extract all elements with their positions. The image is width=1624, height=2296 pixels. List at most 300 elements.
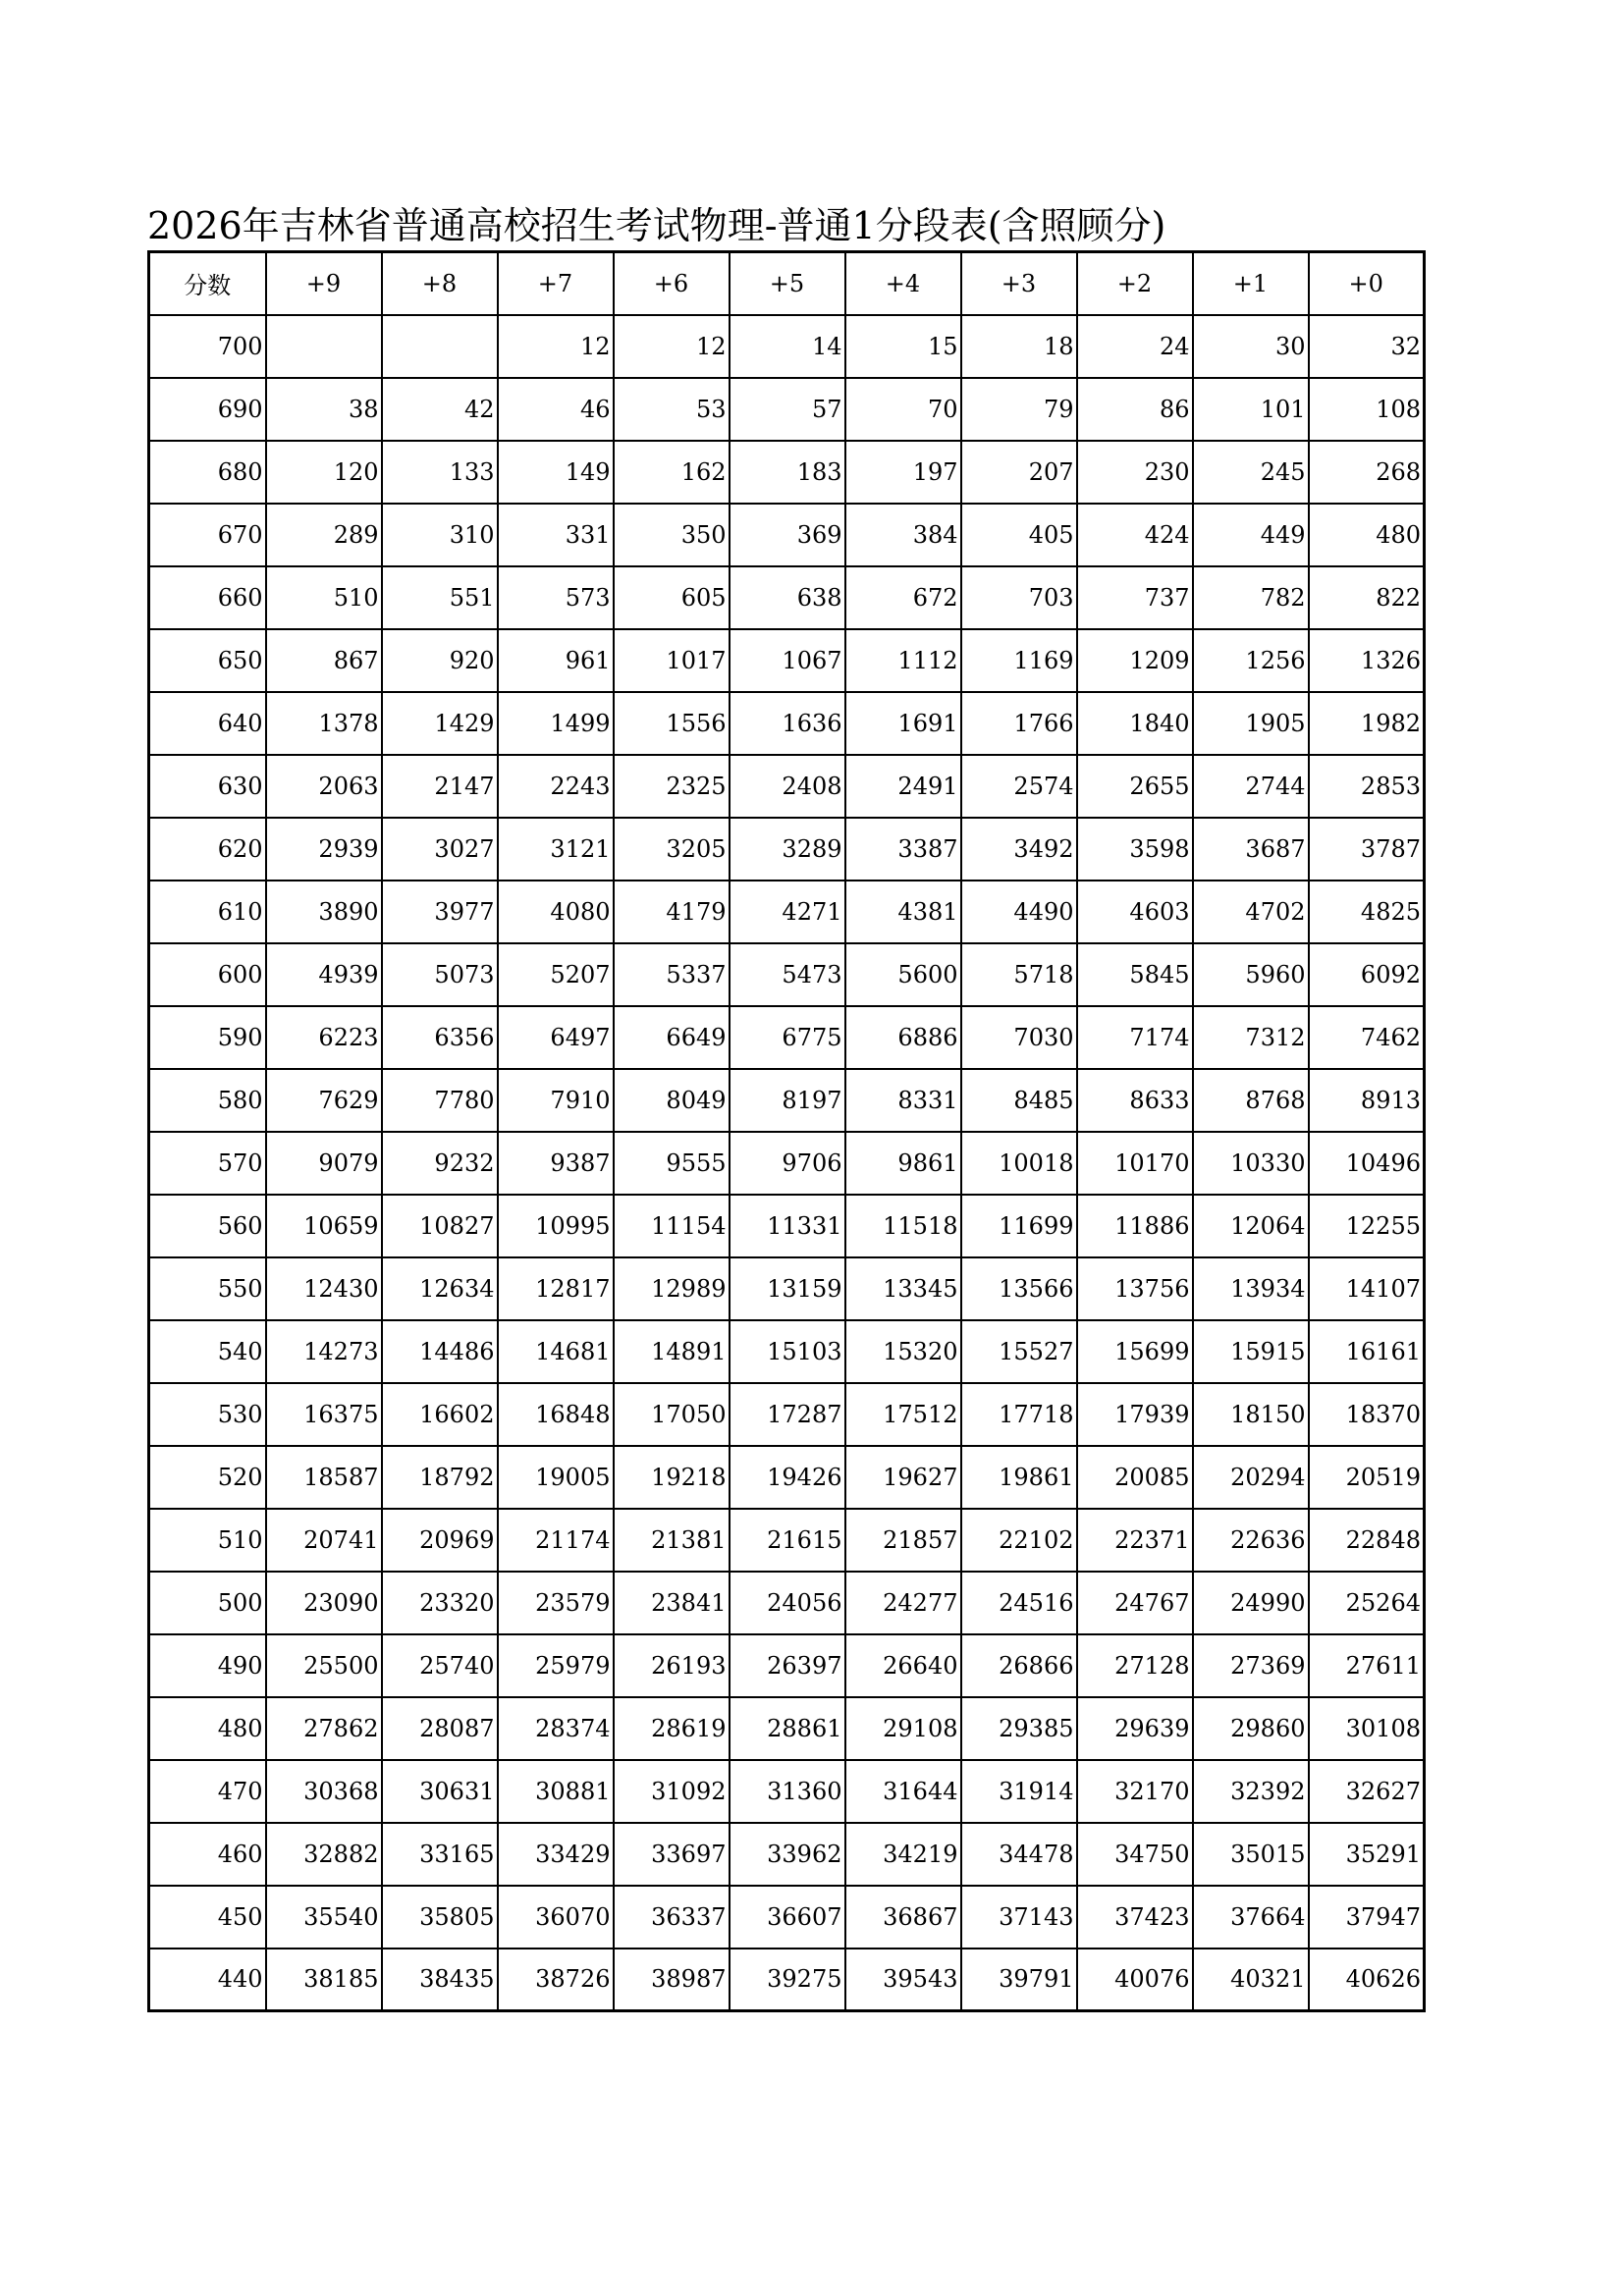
- cumulative-count-cell: 2574: [961, 755, 1077, 818]
- column-header-offset: +0: [1309, 252, 1425, 315]
- score-cell: 580: [149, 1069, 266, 1132]
- cumulative-count-cell: 5073: [382, 943, 498, 1006]
- cumulative-count-cell: 12064: [1193, 1195, 1309, 1257]
- cumulative-count-cell: 21857: [845, 1509, 961, 1572]
- cumulative-count-cell: 24: [1077, 315, 1193, 378]
- table-row: [149, 504, 1425, 566]
- column-header-offset: +8: [382, 252, 498, 315]
- cumulative-count-cell: 7030: [961, 1006, 1077, 1069]
- cumulative-count-cell: 3598: [1077, 818, 1193, 881]
- cumulative-count-cell: 1766: [961, 692, 1077, 755]
- cumulative-count-cell: [382, 315, 498, 378]
- cumulative-count-cell: 38185: [266, 1949, 382, 2011]
- cumulative-count-cell: 573: [498, 566, 614, 629]
- cumulative-count-cell: 40321: [1193, 1949, 1309, 2011]
- table-row: [149, 1634, 1425, 1697]
- cumulative-count-cell: 31092: [614, 1760, 730, 1823]
- cumulative-count-cell: 12: [614, 315, 730, 378]
- cumulative-count-cell: 867: [266, 629, 382, 692]
- cumulative-count-cell: 27128: [1077, 1634, 1193, 1697]
- cumulative-count-cell: 24767: [1077, 1572, 1193, 1634]
- cumulative-count-cell: 2325: [614, 755, 730, 818]
- cumulative-count-cell: 369: [730, 504, 845, 566]
- cumulative-count-cell: 5718: [961, 943, 1077, 1006]
- table-row: [149, 1132, 1425, 1195]
- table-row: [149, 1195, 1425, 1257]
- cumulative-count-cell: 331: [498, 504, 614, 566]
- cumulative-count-cell: 10018: [961, 1132, 1077, 1195]
- table-row: [149, 1383, 1425, 1446]
- cumulative-count-cell: 5845: [1077, 943, 1193, 1006]
- cumulative-count-cell: 22636: [1193, 1509, 1309, 1572]
- cumulative-count-cell: 5600: [845, 943, 961, 1006]
- cumulative-count-cell: 3687: [1193, 818, 1309, 881]
- table-row: [149, 1949, 1425, 2011]
- table-row: [149, 1823, 1425, 1886]
- cumulative-count-cell: 2147: [382, 755, 498, 818]
- column-header-offset: +7: [498, 252, 614, 315]
- cumulative-count-cell: 35805: [382, 1886, 498, 1949]
- cumulative-count-cell: 35015: [1193, 1823, 1309, 1886]
- score-cell: 470: [149, 1760, 266, 1823]
- cumulative-count-cell: 26193: [614, 1634, 730, 1697]
- table-row: [149, 692, 1425, 755]
- cumulative-count-cell: 13159: [730, 1257, 845, 1320]
- score-cell: 700: [149, 315, 266, 378]
- cumulative-count-cell: 1326: [1309, 629, 1425, 692]
- table-row: [149, 1006, 1425, 1069]
- cumulative-count-cell: 9387: [498, 1132, 614, 1195]
- cumulative-count-cell: 16375: [266, 1383, 382, 1446]
- cumulative-count-cell: 384: [845, 504, 961, 566]
- cumulative-count-cell: 4080: [498, 881, 614, 943]
- cumulative-count-cell: 32392: [1193, 1760, 1309, 1823]
- score-cell: 560: [149, 1195, 266, 1257]
- cumulative-count-cell: 10496: [1309, 1132, 1425, 1195]
- column-header-offset: +2: [1077, 252, 1193, 315]
- cumulative-count-cell: 2063: [266, 755, 382, 818]
- cumulative-count-cell: 17512: [845, 1383, 961, 1446]
- cumulative-count-cell: 108: [1309, 378, 1425, 441]
- cumulative-count-cell: 2243: [498, 755, 614, 818]
- table-row: [149, 943, 1425, 1006]
- cumulative-count-cell: 9555: [614, 1132, 730, 1195]
- table-row: [149, 1257, 1425, 1320]
- cumulative-count-cell: 10995: [498, 1195, 614, 1257]
- cumulative-count-cell: 15320: [845, 1320, 961, 1383]
- cumulative-count-cell: 737: [1077, 566, 1193, 629]
- cumulative-count-cell: 8913: [1309, 1069, 1425, 1132]
- table-row: [149, 1069, 1425, 1132]
- cumulative-count-cell: 57: [730, 378, 845, 441]
- cumulative-count-cell: 13934: [1193, 1257, 1309, 1320]
- cumulative-count-cell: 8768: [1193, 1069, 1309, 1132]
- column-header-offset: +6: [614, 252, 730, 315]
- cumulative-count-cell: 28374: [498, 1697, 614, 1760]
- cumulative-count-cell: 36867: [845, 1886, 961, 1949]
- table-row: [149, 378, 1425, 441]
- cumulative-count-cell: 8485: [961, 1069, 1077, 1132]
- cumulative-count-cell: 149: [498, 441, 614, 504]
- cumulative-count-cell: 1017: [614, 629, 730, 692]
- score-cell: 540: [149, 1320, 266, 1383]
- score-cell: 480: [149, 1697, 266, 1760]
- cumulative-count-cell: 29639: [1077, 1697, 1193, 1760]
- cumulative-count-cell: 10170: [1077, 1132, 1193, 1195]
- cumulative-count-cell: 12634: [382, 1257, 498, 1320]
- cumulative-count-cell: 14681: [498, 1320, 614, 1383]
- cumulative-count-cell: 28861: [730, 1697, 845, 1760]
- score-cell: 490: [149, 1634, 266, 1697]
- score-cell: 630: [149, 755, 266, 818]
- cumulative-count-cell: 4490: [961, 881, 1077, 943]
- table-row: [149, 566, 1425, 629]
- cumulative-count-cell: 22371: [1077, 1509, 1193, 1572]
- cumulative-count-cell: 15: [845, 315, 961, 378]
- table-row: [149, 755, 1425, 818]
- cumulative-count-cell: 101: [1193, 378, 1309, 441]
- table-row: [149, 1572, 1425, 1634]
- cumulative-count-cell: 34478: [961, 1823, 1077, 1886]
- score-cell: 620: [149, 818, 266, 881]
- page-title: 2026年吉林省普通高校招生考试物理-普通1分段表(含照顾分): [147, 204, 1166, 247]
- cumulative-count-cell: 6775: [730, 1006, 845, 1069]
- column-header-offset: +3: [961, 252, 1077, 315]
- cumulative-count-cell: 7174: [1077, 1006, 1193, 1069]
- cumulative-count-cell: 11331: [730, 1195, 845, 1257]
- cumulative-count-cell: 37947: [1309, 1886, 1425, 1949]
- cumulative-count-cell: 133: [382, 441, 498, 504]
- cumulative-count-cell: 5473: [730, 943, 845, 1006]
- cumulative-count-cell: 8331: [845, 1069, 961, 1132]
- cumulative-count-cell: 14891: [614, 1320, 730, 1383]
- cumulative-count-cell: 2655: [1077, 755, 1193, 818]
- table-row: [149, 629, 1425, 692]
- cumulative-count-cell: 14: [730, 315, 845, 378]
- cumulative-count-cell: 2408: [730, 755, 845, 818]
- cumulative-count-cell: 13756: [1077, 1257, 1193, 1320]
- cumulative-count-cell: 19005: [498, 1446, 614, 1509]
- table-row: [149, 1509, 1425, 1572]
- cumulative-count-cell: 13345: [845, 1257, 961, 1320]
- cumulative-count-cell: 120: [266, 441, 382, 504]
- cumulative-count-cell: 16161: [1309, 1320, 1425, 1383]
- cumulative-count-cell: 3890: [266, 881, 382, 943]
- cumulative-count-cell: 36070: [498, 1886, 614, 1949]
- cumulative-count-cell: 17050: [614, 1383, 730, 1446]
- cumulative-count-cell: 15103: [730, 1320, 845, 1383]
- score-cell: 530: [149, 1383, 266, 1446]
- cumulative-count-cell: 1169: [961, 629, 1077, 692]
- cumulative-count-cell: 4702: [1193, 881, 1309, 943]
- cumulative-count-cell: 24056: [730, 1572, 845, 1634]
- cumulative-count-cell: 20519: [1309, 1446, 1425, 1509]
- cumulative-count-cell: 32882: [266, 1823, 382, 1886]
- cumulative-count-cell: 1067: [730, 629, 845, 692]
- cumulative-count-cell: 7780: [382, 1069, 498, 1132]
- cumulative-count-cell: 17718: [961, 1383, 1077, 1446]
- cumulative-count-cell: 39543: [845, 1949, 961, 2011]
- cumulative-count-cell: 10330: [1193, 1132, 1309, 1195]
- score-cell: 500: [149, 1572, 266, 1634]
- cumulative-count-cell: 30108: [1309, 1697, 1425, 1760]
- cumulative-count-cell: 10659: [266, 1195, 382, 1257]
- cumulative-count-cell: 33697: [614, 1823, 730, 1886]
- cumulative-count-cell: 197: [845, 441, 961, 504]
- cumulative-count-cell: [266, 315, 382, 378]
- cumulative-count-cell: 37143: [961, 1886, 1077, 1949]
- cumulative-count-cell: 12255: [1309, 1195, 1425, 1257]
- cumulative-count-cell: 53: [614, 378, 730, 441]
- cumulative-count-cell: 12: [498, 315, 614, 378]
- table-row: [149, 1760, 1425, 1823]
- cumulative-count-cell: 7312: [1193, 1006, 1309, 1069]
- score-cell: 690: [149, 378, 266, 441]
- cumulative-count-cell: 4179: [614, 881, 730, 943]
- cumulative-count-cell: 29860: [1193, 1697, 1309, 1760]
- table-row: [149, 1446, 1425, 1509]
- cumulative-count-cell: 14273: [266, 1320, 382, 1383]
- cumulative-count-cell: 9079: [266, 1132, 382, 1195]
- cumulative-count-cell: 37664: [1193, 1886, 1309, 1949]
- cumulative-count-cell: 18370: [1309, 1383, 1425, 1446]
- cumulative-count-cell: 70: [845, 378, 961, 441]
- cumulative-count-cell: 24277: [845, 1572, 961, 1634]
- cumulative-count-cell: 27611: [1309, 1634, 1425, 1697]
- column-header-offset: +4: [845, 252, 961, 315]
- cumulative-count-cell: 23841: [614, 1572, 730, 1634]
- cumulative-count-cell: 1556: [614, 692, 730, 755]
- cumulative-count-cell: 289: [266, 504, 382, 566]
- cumulative-count-cell: 26640: [845, 1634, 961, 1697]
- cumulative-count-cell: 14107: [1309, 1257, 1425, 1320]
- cumulative-count-cell: 15699: [1077, 1320, 1193, 1383]
- cumulative-count-cell: 34750: [1077, 1823, 1193, 1886]
- cumulative-count-cell: 2491: [845, 755, 961, 818]
- cumulative-count-cell: 183: [730, 441, 845, 504]
- cumulative-count-cell: 30631: [382, 1760, 498, 1823]
- cumulative-count-cell: 1209: [1077, 629, 1193, 692]
- cumulative-count-cell: 11886: [1077, 1195, 1193, 1257]
- cumulative-count-cell: 6356: [382, 1006, 498, 1069]
- table-row: [149, 1886, 1425, 1949]
- cumulative-count-cell: 4603: [1077, 881, 1193, 943]
- cumulative-count-cell: 703: [961, 566, 1077, 629]
- cumulative-count-cell: 14486: [382, 1320, 498, 1383]
- cumulative-count-cell: 1982: [1309, 692, 1425, 755]
- cumulative-count-cell: 17939: [1077, 1383, 1193, 1446]
- cumulative-count-cell: 32627: [1309, 1760, 1425, 1823]
- cumulative-count-cell: 39275: [730, 1949, 845, 2011]
- cumulative-count-cell: 5337: [614, 943, 730, 1006]
- cumulative-count-cell: 27369: [1193, 1634, 1309, 1697]
- table-row: [149, 1697, 1425, 1760]
- cumulative-count-cell: 3289: [730, 818, 845, 881]
- cumulative-count-cell: 27862: [266, 1697, 382, 1760]
- score-cell: 600: [149, 943, 266, 1006]
- score-cell: 440: [149, 1949, 266, 2011]
- cumulative-count-cell: 79: [961, 378, 1077, 441]
- cumulative-count-cell: 7910: [498, 1069, 614, 1132]
- cumulative-count-cell: 17287: [730, 1383, 845, 1446]
- cumulative-count-cell: 961: [498, 629, 614, 692]
- cumulative-count-cell: 2853: [1309, 755, 1425, 818]
- cumulative-count-cell: 30: [1193, 315, 1309, 378]
- cumulative-count-cell: 13566: [961, 1257, 1077, 1320]
- cumulative-count-cell: 33429: [498, 1823, 614, 1886]
- cumulative-count-cell: 16602: [382, 1383, 498, 1446]
- table-row: [149, 1320, 1425, 1383]
- cumulative-count-cell: 38435: [382, 1949, 498, 2011]
- cumulative-count-cell: 2939: [266, 818, 382, 881]
- cumulative-count-cell: 920: [382, 629, 498, 692]
- cumulative-count-cell: 36337: [614, 1886, 730, 1949]
- table-body: [149, 315, 1425, 2011]
- cumulative-count-cell: 6092: [1309, 943, 1425, 1006]
- score-distribution-table: [147, 250, 1426, 2012]
- cumulative-count-cell: 30881: [498, 1760, 614, 1823]
- cumulative-count-cell: 18587: [266, 1446, 382, 1509]
- cumulative-count-cell: 230: [1077, 441, 1193, 504]
- cumulative-count-cell: 38726: [498, 1949, 614, 2011]
- cumulative-count-cell: 39791: [961, 1949, 1077, 2011]
- cumulative-count-cell: 10827: [382, 1195, 498, 1257]
- cumulative-count-cell: 9861: [845, 1132, 961, 1195]
- cumulative-count-cell: 26397: [730, 1634, 845, 1697]
- cumulative-count-cell: 40076: [1077, 1949, 1193, 2011]
- cumulative-count-cell: 3977: [382, 881, 498, 943]
- cumulative-count-cell: 1112: [845, 629, 961, 692]
- cumulative-count-cell: 672: [845, 566, 961, 629]
- cumulative-count-cell: 11699: [961, 1195, 1077, 1257]
- cumulative-count-cell: 24516: [961, 1572, 1077, 1634]
- cumulative-count-cell: 12989: [614, 1257, 730, 1320]
- cumulative-count-cell: 21174: [498, 1509, 614, 1572]
- cumulative-count-cell: 46: [498, 378, 614, 441]
- cumulative-count-cell: 23579: [498, 1572, 614, 1634]
- score-cell: 550: [149, 1257, 266, 1320]
- cumulative-count-cell: 5960: [1193, 943, 1309, 1006]
- cumulative-count-cell: 32170: [1077, 1760, 1193, 1823]
- cumulative-count-cell: 480: [1309, 504, 1425, 566]
- score-cell: 460: [149, 1823, 266, 1886]
- cumulative-count-cell: 350: [614, 504, 730, 566]
- cumulative-count-cell: 1636: [730, 692, 845, 755]
- score-cell: 570: [149, 1132, 266, 1195]
- score-cell: 680: [149, 441, 266, 504]
- cumulative-count-cell: 15527: [961, 1320, 1077, 1383]
- cumulative-count-cell: 28619: [614, 1697, 730, 1760]
- cumulative-count-cell: 822: [1309, 566, 1425, 629]
- cumulative-count-cell: 31914: [961, 1760, 1077, 1823]
- cumulative-count-cell: 1499: [498, 692, 614, 755]
- cumulative-count-cell: 510: [266, 566, 382, 629]
- table-row: [149, 881, 1425, 943]
- cumulative-count-cell: 1905: [1193, 692, 1309, 755]
- cumulative-count-cell: 19426: [730, 1446, 845, 1509]
- cumulative-count-cell: 1429: [382, 692, 498, 755]
- cumulative-count-cell: 3205: [614, 818, 730, 881]
- cumulative-count-cell: 4939: [266, 943, 382, 1006]
- cumulative-count-cell: 8197: [730, 1069, 845, 1132]
- cumulative-count-cell: 6649: [614, 1006, 730, 1069]
- cumulative-count-cell: 33165: [382, 1823, 498, 1886]
- cumulative-count-cell: 30368: [266, 1760, 382, 1823]
- cumulative-count-cell: 29108: [845, 1697, 961, 1760]
- cumulative-count-cell: 31360: [730, 1760, 845, 1823]
- column-header-offset: +9: [266, 252, 382, 315]
- score-cell: 450: [149, 1886, 266, 1949]
- table-row: [149, 315, 1425, 378]
- cumulative-count-cell: 207: [961, 441, 1077, 504]
- cumulative-count-cell: 1256: [1193, 629, 1309, 692]
- cumulative-count-cell: 16848: [498, 1383, 614, 1446]
- cumulative-count-cell: 22102: [961, 1509, 1077, 1572]
- cumulative-count-cell: 24990: [1193, 1572, 1309, 1634]
- cumulative-count-cell: 1840: [1077, 692, 1193, 755]
- cumulative-count-cell: 19861: [961, 1446, 1077, 1509]
- cumulative-count-cell: 19218: [614, 1446, 730, 1509]
- cumulative-count-cell: 21615: [730, 1509, 845, 1572]
- score-cell: 650: [149, 629, 266, 692]
- table-header-row: [149, 252, 1425, 315]
- cumulative-count-cell: 162: [614, 441, 730, 504]
- cumulative-count-cell: 15915: [1193, 1320, 1309, 1383]
- cumulative-count-cell: 29385: [961, 1697, 1077, 1760]
- cumulative-count-cell: 3492: [961, 818, 1077, 881]
- score-cell: 670: [149, 504, 266, 566]
- score-cell: 610: [149, 881, 266, 943]
- cumulative-count-cell: 8633: [1077, 1069, 1193, 1132]
- column-header-offset: +5: [730, 252, 845, 315]
- cumulative-count-cell: 25500: [266, 1634, 382, 1697]
- cumulative-count-cell: 37423: [1077, 1886, 1193, 1949]
- table-row: [149, 818, 1425, 881]
- cumulative-count-cell: 31644: [845, 1760, 961, 1823]
- cumulative-count-cell: 4271: [730, 881, 845, 943]
- cumulative-count-cell: 34219: [845, 1823, 961, 1886]
- cumulative-count-cell: 6497: [498, 1006, 614, 1069]
- cumulative-count-cell: 20741: [266, 1509, 382, 1572]
- cumulative-count-cell: 33962: [730, 1823, 845, 1886]
- cumulative-count-cell: 25740: [382, 1634, 498, 1697]
- cumulative-count-cell: 11154: [614, 1195, 730, 1257]
- cumulative-count-cell: 23320: [382, 1572, 498, 1634]
- cumulative-count-cell: 86: [1077, 378, 1193, 441]
- cumulative-count-cell: 11518: [845, 1195, 961, 1257]
- cumulative-count-cell: 4381: [845, 881, 961, 943]
- cumulative-count-cell: 35540: [266, 1886, 382, 1949]
- cumulative-count-cell: 7629: [266, 1069, 382, 1132]
- cumulative-count-cell: 20969: [382, 1509, 498, 1572]
- cumulative-count-cell: 32: [1309, 315, 1425, 378]
- cumulative-count-cell: 35291: [1309, 1823, 1425, 1886]
- column-header-offset: +1: [1193, 252, 1309, 315]
- cumulative-count-cell: 26866: [961, 1634, 1077, 1697]
- cumulative-count-cell: 20294: [1193, 1446, 1309, 1509]
- cumulative-count-cell: 1691: [845, 692, 961, 755]
- cumulative-count-cell: 5207: [498, 943, 614, 1006]
- cumulative-count-cell: 8049: [614, 1069, 730, 1132]
- cumulative-count-cell: 9232: [382, 1132, 498, 1195]
- cumulative-count-cell: 40626: [1309, 1949, 1425, 2011]
- cumulative-count-cell: 12430: [266, 1257, 382, 1320]
- cumulative-count-cell: 19627: [845, 1446, 961, 1509]
- cumulative-count-cell: 2744: [1193, 755, 1309, 818]
- cumulative-count-cell: 782: [1193, 566, 1309, 629]
- cumulative-count-cell: 3121: [498, 818, 614, 881]
- cumulative-count-cell: 38: [266, 378, 382, 441]
